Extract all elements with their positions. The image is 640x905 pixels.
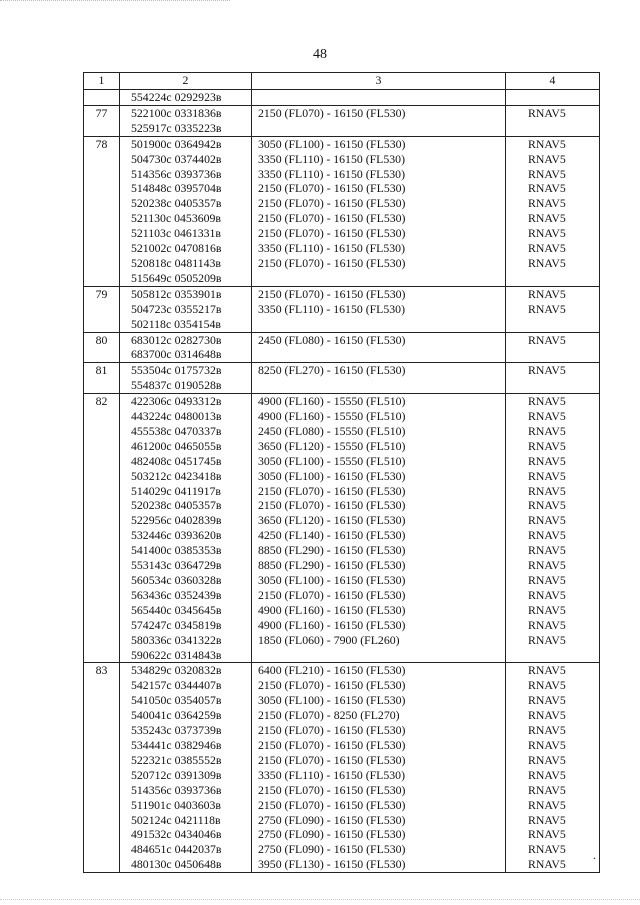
coordinate-line: 503212c 0423418в	[131, 468, 222, 483]
nav-spec-line: RNAV5	[528, 181, 566, 196]
coordinate-line: 514356c 0393736в	[131, 166, 222, 181]
altitude-line: 3350 (FL110) - 16150 (FL530)	[258, 166, 406, 181]
nav-spec-line: RNAV5	[528, 513, 566, 528]
table-row	[84, 90, 600, 106]
nav-spec-line: RNAV5	[528, 797, 566, 812]
altitude-line: 1850 (FL060) - 7900 (FL260)	[258, 632, 400, 647]
altitude-line: 2150 (FL070) - 16150 (FL530)	[258, 752, 406, 767]
coordinate-line: 560534c 0360328в	[131, 573, 222, 587]
coordinate-line: 574247c 0345819в	[131, 617, 222, 632]
nav-spec-cell	[506, 90, 600, 106]
altitude-line: 3050 (FL100) - 16150 (FL530)	[258, 693, 406, 708]
altitude-line: 2150 (FL070) - 16150 (FL530)	[258, 797, 406, 812]
nav-spec-line: RNAV5	[528, 468, 566, 483]
coordinate-line: 580336c 0341322в	[131, 632, 222, 647]
altitude-line: 2150 (FL070) - 16150 (FL530)	[258, 678, 406, 693]
nav-spec-line: RNAV5	[528, 827, 566, 842]
altitude-line: 2150 (FL070) - 16150 (FL530)	[258, 181, 406, 196]
nav-spec-line: RNAV5	[528, 857, 566, 872]
coordinate-line: 532446c 0393620в	[131, 528, 222, 543]
altitude-line: 3350 (FL110) - 16150 (FL530)	[258, 767, 406, 782]
altitude-line: 4250 (FL140) - 16150 (FL530)	[258, 528, 406, 543]
coordinate-line: 504730c 0374402в	[131, 151, 222, 166]
nav-spec-line: RNAV5	[528, 663, 566, 678]
coordinate-line: 511901c 0403603в	[131, 797, 221, 812]
coordinate-line: 534829c 0320832в	[131, 663, 222, 678]
route-number-cell: 83	[84, 663, 120, 873]
coordinate-line: 521103c 0461331в	[131, 226, 221, 241]
altitude-line: 4900 (FL160) - 16150 (FL530)	[258, 602, 406, 617]
altitude-line: 6400 (FL210) - 16150 (FL530)	[258, 663, 406, 678]
table-row	[84, 286, 600, 332]
table-row	[84, 136, 600, 286]
coordinates-cell	[120, 663, 252, 873]
coordinate-line: 541400c 0385353в	[131, 543, 222, 558]
altitude-line: 3650 (FL120) - 16150 (FL530)	[258, 513, 406, 528]
nav-spec-cell	[506, 663, 600, 873]
coordinate-line: 484651c 0442037в	[131, 842, 222, 857]
altitude-line: 2150 (FL070) - 16150 (FL530)	[258, 782, 406, 797]
nav-spec-line: RNAV5	[528, 573, 566, 587]
nav-spec-line: RNAV5	[528, 587, 566, 602]
nav-spec-line: RNAV5	[528, 423, 566, 438]
table-row	[84, 332, 600, 363]
coordinate-line: 480130c 0450648в	[131, 857, 222, 872]
table-row	[84, 394, 600, 663]
nav-spec-line: RNAV5	[528, 211, 566, 226]
header-col-4: 4	[506, 73, 600, 90]
altitude-line: 2150 (FL070) - 16150 (FL530)	[258, 196, 406, 211]
table-row	[84, 105, 600, 136]
coordinate-line: 502124c 0421118в	[131, 812, 221, 827]
nav-spec-line: RNAV5	[528, 151, 566, 166]
table-body	[84, 90, 600, 873]
altitude-line: 3650 (FL120) - 15550 (FL510)	[258, 438, 406, 453]
altitude-line: 2450 (FL080) - 15550 (FL510)	[258, 423, 406, 438]
coordinate-line: 563436c 0352439в	[131, 587, 222, 602]
coordinates-cell	[120, 90, 252, 106]
coordinate-line: 522956c 0402839в	[131, 513, 222, 528]
altitude-line: 8250 (FL270) - 16150 (FL530)	[258, 363, 406, 378]
header-row	[84, 73, 600, 90]
altitude-line: 2750 (FL090) - 16150 (FL530)	[258, 812, 406, 827]
coordinates-cell	[120, 136, 252, 286]
coordinate-line: 521130c 0453609в	[131, 211, 221, 226]
coordinates-cell	[120, 394, 252, 663]
nav-spec-cell	[506, 286, 600, 332]
altitude-line: 3050 (FL100) - 16150 (FL530)	[258, 573, 406, 587]
coordinate-line: 554224c 0292923в	[131, 90, 222, 104]
nav-spec-line: RNAV5	[528, 332, 566, 347]
nav-spec-cell	[506, 136, 600, 286]
coordinate-line: 553504c 0175732в	[131, 363, 222, 378]
coordinate-line: 455538c 0470337в	[131, 423, 222, 438]
nav-spec-cell	[506, 332, 600, 363]
nav-spec-line: RNAV5	[528, 453, 566, 468]
nav-spec-line: RNAV5	[528, 558, 566, 573]
route-number-cell: 79	[84, 286, 120, 332]
coordinate-line: 683700c 0314648в	[131, 347, 222, 362]
nav-spec-line: RNAV5	[528, 617, 566, 632]
coordinate-line: 683012c 0282730в	[131, 332, 222, 347]
altitude-line: 2150 (FL070) - 16150 (FL530)	[258, 737, 406, 752]
altitude-line: 3050 (FL100) - 16150 (FL530)	[258, 468, 406, 483]
altitude-line: 2450 (FL080) - 16150 (FL530)	[258, 332, 406, 347]
stray-mark: .	[593, 848, 596, 862]
coordinate-line: 502118c 0354154в	[131, 316, 221, 331]
route-table-container	[83, 72, 599, 873]
header-col-3: 3	[252, 73, 506, 90]
altitude-line: 2150 (FL070) - 16150 (FL530)	[258, 255, 406, 270]
nav-spec-line: RNAV5	[528, 602, 566, 617]
altitude-line: 2150 (FL070) - 16150 (FL530)	[258, 211, 406, 226]
altitude-cell	[252, 663, 506, 873]
altitude-line: 2150 (FL070) - 16150 (FL530)	[258, 286, 406, 301]
nav-spec-line: RNAV5	[528, 483, 566, 498]
altitude-cell	[252, 286, 506, 332]
altitude-line: 2150 (FL070) - 16150 (FL530)	[258, 483, 406, 498]
nav-spec-line: RNAV5	[528, 286, 566, 301]
coordinate-line: 422306c 0493312в	[131, 394, 222, 409]
nav-spec-cell	[506, 363, 600, 394]
nav-spec-line: RNAV5	[528, 842, 566, 857]
altitude-cell	[252, 394, 506, 663]
coordinates-cell	[120, 286, 252, 332]
nav-spec-line: RNAV5	[528, 409, 566, 424]
nav-spec-cell	[506, 394, 600, 663]
altitude-cell	[252, 363, 506, 394]
nav-spec-line: RNAV5	[528, 812, 566, 827]
coordinate-line: 505812c 0353901в	[131, 286, 222, 301]
altitude-line: 2150 (FL070) - 16150 (FL530)	[258, 498, 406, 513]
altitude-cell	[252, 90, 506, 106]
altitude-line: 2750 (FL090) - 16150 (FL530)	[258, 827, 406, 842]
nav-spec-line: RNAV5	[528, 255, 566, 270]
nav-spec-line: RNAV5	[528, 438, 566, 453]
altitude-line: 2150 (FL070) - 16150 (FL530)	[258, 105, 406, 120]
table-header	[84, 73, 600, 90]
coordinate-line: 520712c 0391309в	[131, 767, 222, 782]
nav-spec-line: RNAV5	[528, 752, 566, 767]
altitude-line	[252, 90, 505, 105]
route-number-cell: 80	[84, 332, 120, 363]
nav-spec-line: RNAV5	[528, 678, 566, 693]
route-table	[83, 72, 600, 873]
route-number-cell: 77	[84, 105, 120, 136]
altitude-line: 4900 (FL160) - 15550 (FL510)	[258, 409, 406, 424]
nav-spec-line: RNAV5	[528, 394, 566, 409]
coordinate-line: 554837c 0190528в	[131, 378, 222, 393]
altitude-line: 3050 (FL100) - 15550 (FL510)	[258, 453, 406, 468]
coordinate-line: 590622c 0314843в	[131, 647, 222, 662]
coordinate-line: 534441c 0382946в	[131, 737, 222, 752]
altitude-line: 2150 (FL070) - 16150 (FL530)	[258, 226, 406, 241]
route-number-cell: 82	[84, 394, 120, 663]
coordinate-line: 520238c 0405357в	[131, 196, 222, 211]
nav-spec-line	[506, 90, 599, 105]
route-number-cell: 81	[84, 363, 120, 394]
altitude-cell	[252, 332, 506, 363]
coordinate-line: 461200c 0465055в	[131, 438, 222, 453]
nav-spec-line: RNAV5	[528, 782, 566, 797]
altitude-line: 2150 (FL070) - 16150 (FL530)	[258, 587, 406, 602]
coordinate-line: 565440c 0345645в	[131, 602, 222, 617]
route-number-cell: 78	[84, 136, 120, 286]
coordinate-line: 541050c 0354057в	[131, 693, 222, 708]
altitude-line: 8850 (FL290) - 16150 (FL530)	[258, 558, 406, 573]
altitude-line: 3350 (FL110) - 16150 (FL530)	[258, 301, 406, 316]
coordinate-line: 520818c 0481143в	[131, 255, 221, 270]
scan-edge-bottom	[0, 899, 640, 900]
page-number: 48	[313, 47, 327, 62]
coordinate-line: 520238c 0405357в	[131, 498, 222, 513]
coordinate-line: 491532c 0434046в	[131, 827, 222, 842]
altitude-line: 3950 (FL130) - 16150 (FL530)	[258, 857, 406, 872]
nav-spec-line: RNAV5	[528, 301, 566, 316]
coordinate-line: 522321c 0385552в	[131, 752, 222, 767]
coordinate-line: 482408c 0451745в	[131, 453, 222, 468]
nav-spec-line: RNAV5	[528, 241, 566, 256]
altitude-line: 2150 (FL070) - 16150 (FL530)	[258, 723, 406, 738]
scan-edge-top	[0, 0, 230, 1]
altitude-line: 3350 (FL110) - 16150 (FL530)	[258, 151, 406, 166]
coordinates-cell	[120, 332, 252, 363]
altitude-line: 3350 (FL110) - 16150 (FL530)	[258, 241, 406, 256]
altitude-line: 8850 (FL290) - 16150 (FL530)	[258, 543, 406, 558]
altitude-line: 3050 (FL100) - 16150 (FL530)	[258, 136, 406, 151]
altitude-cell	[252, 105, 506, 136]
nav-spec-line: RNAV5	[528, 226, 566, 241]
coordinate-line: 553143c 0364729в	[131, 558, 222, 573]
nav-spec-line: RNAV5	[528, 543, 566, 558]
coordinate-line: 521002c 0470816в	[131, 241, 222, 256]
coordinate-line: 522100c 0331836в	[131, 105, 222, 120]
coordinates-cell	[120, 363, 252, 394]
nav-spec-line: RNAV5	[528, 196, 566, 211]
nav-spec-line: RNAV5	[528, 723, 566, 738]
nav-spec-line: RNAV5	[528, 528, 566, 543]
nav-spec-line: RNAV5	[528, 363, 566, 378]
header-col-2: 2	[120, 73, 252, 90]
coordinate-line: 540041c 0364259в	[131, 708, 222, 723]
table-row	[84, 363, 600, 394]
nav-spec-line: RNAV5	[528, 498, 566, 513]
coordinate-line: 514848c 0395704в	[131, 181, 222, 196]
nav-spec-line: RNAV5	[528, 767, 566, 782]
route-number-cell	[84, 90, 120, 106]
nav-spec-cell	[506, 105, 600, 136]
coordinate-line: 501900c 0364942в	[131, 136, 222, 151]
coordinate-line: 515649c 0505209в	[131, 270, 222, 285]
nav-spec-line: RNAV5	[528, 737, 566, 752]
nav-spec-line: RNAV5	[528, 136, 566, 151]
nav-spec-line: RNAV5	[528, 632, 566, 647]
coordinate-line: 542157c 0344407в	[131, 678, 222, 693]
nav-spec-line: RNAV5	[528, 166, 566, 181]
coordinate-line: 535243c 0373739в	[131, 723, 222, 738]
nav-spec-line: RNAV5	[528, 708, 566, 723]
header-col-1: 1	[84, 73, 120, 90]
coordinate-line: 514029c 0411917в	[131, 483, 221, 498]
coordinate-line: 504723c 0355217в	[131, 301, 222, 316]
altitude-cell	[252, 136, 506, 286]
altitude-line: 2150 (FL070) - 8250 (FL270)	[258, 708, 400, 723]
nav-spec-line: RNAV5	[528, 693, 566, 708]
altitude-line: 4900 (FL160) - 15550 (FL510)	[258, 394, 406, 409]
altitude-line: 2750 (FL090) - 16150 (FL530)	[258, 842, 406, 857]
nav-spec-line: RNAV5	[528, 105, 566, 120]
coordinate-line: 514356c 0393736в	[131, 782, 222, 797]
coordinates-cell	[120, 105, 252, 136]
coordinate-line: 443224c 0480013в	[131, 409, 222, 424]
altitude-line: 4900 (FL160) - 16150 (FL530)	[258, 617, 406, 632]
table-row	[84, 663, 600, 873]
coordinate-line: 525917c 0335223в	[131, 120, 222, 135]
